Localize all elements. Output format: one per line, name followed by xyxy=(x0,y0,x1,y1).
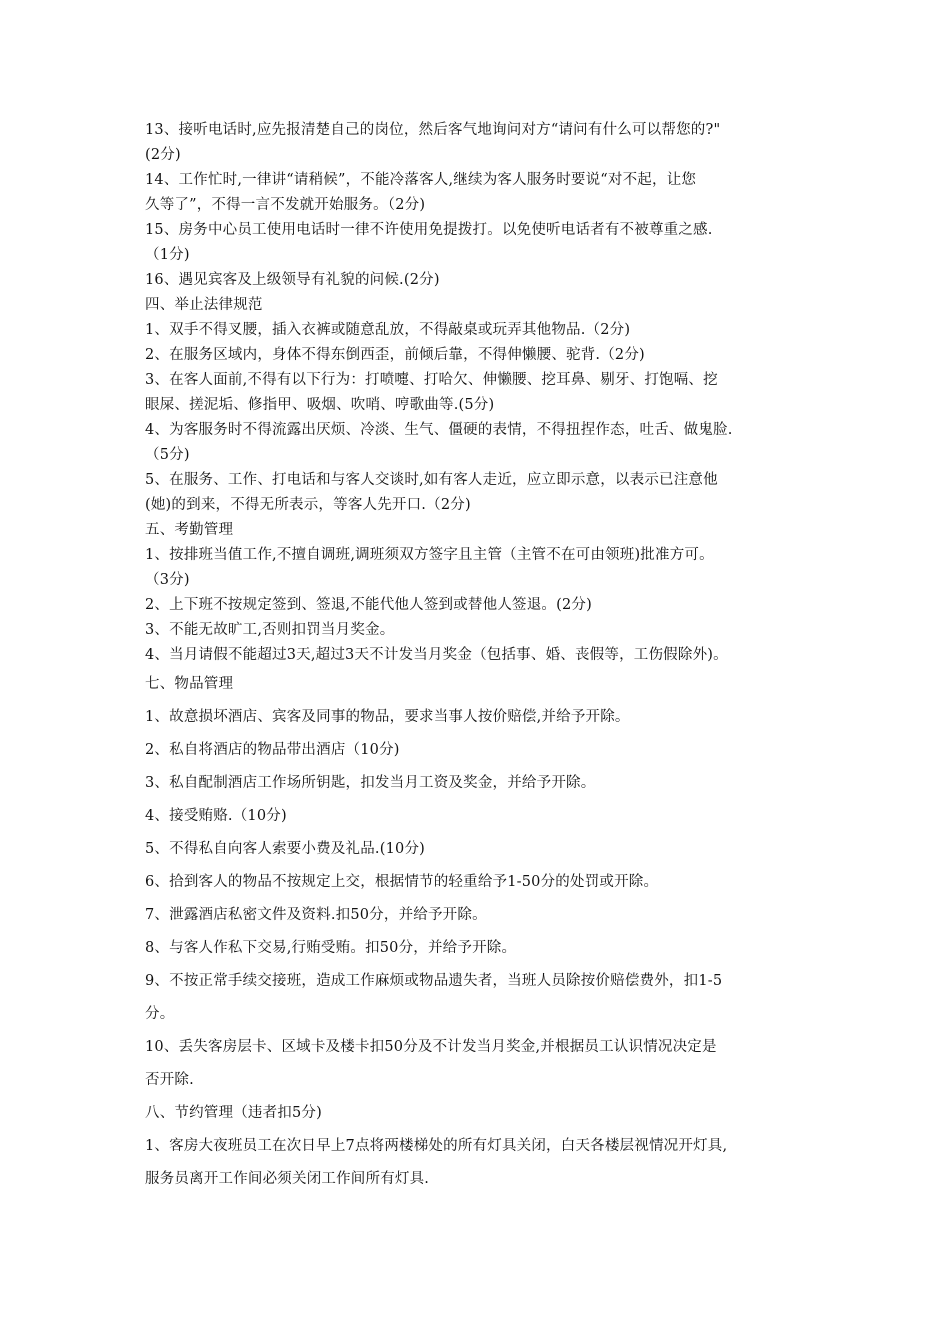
text-line: 分。 xyxy=(145,1006,175,1022)
text-line: 4、接受贿赂.（10分) xyxy=(145,808,287,824)
text-line: 2、在服务区域内，身体不得东倒西歪，前倾后靠，不得伸懒腰、驼背.（2分) xyxy=(145,347,645,363)
text-line: 13、接听电话时,应先报清楚自己的岗位，然后客气地询问对方“请问有什么可以帮您的?" xyxy=(145,122,721,138)
text-line: 3、在客人面前,不得有以下行为：打喷嚏、打哈欠、伸懒腰、挖耳鼻、剔牙、打饱嗝、挖 xyxy=(145,372,718,388)
text-line: (她)的到来，不得无所表示，等客人先开口.（2分) xyxy=(145,497,471,513)
text-line: 3、不能无故旷工,否则扣罚当月奖金。 xyxy=(145,622,395,638)
text-line: 14、工作忙时,一律讲“请稍候”，不能冷落客人,继续为客人服务时要说“对不起，让您 xyxy=(145,172,697,188)
section-heading: 五、考勤管理 xyxy=(145,522,234,538)
section-heading: 八、节约管理（违者扣5分) xyxy=(145,1105,322,1121)
text-line: （3分) xyxy=(145,572,190,588)
text-line: （1分) xyxy=(145,247,190,263)
section-heading: 四、举止法律规范 xyxy=(145,297,263,313)
text-line: 3、私自配制酒店工作场所钥匙，扣发当月工资及奖金，并给予开除。 xyxy=(145,775,596,791)
text-line: （5分) xyxy=(145,447,190,463)
section-heading: 七、物品管理 xyxy=(145,676,234,692)
text-line: 1、故意损坏酒店、宾客及同事的物品，要求当事人按价赔偿,并给予开除。 xyxy=(145,709,630,725)
text-line: 久等了”，不得一言不发就开始服务。（2分) xyxy=(145,197,426,213)
text-line: 8、与客人作私下交易,行贿受贿。扣50分，并给予开除。 xyxy=(145,940,517,956)
text-line: 10、丢失客房层卡、区域卡及楼卡扣50分及不计发当月奖金,并根据员工认识情况决定是 xyxy=(145,1039,717,1055)
text-line: 1、双手不得叉腰，插入衣裤或随意乱放，不得敲桌或玩弄其他物品.（2分) xyxy=(145,322,631,338)
text-line: 5、在服务、工作、打电话和与客人交谈时,如有客人走近，应立即示意，以表示已注意他 xyxy=(145,472,718,488)
text-line: 16、遇见宾客及上级领导有礼貌的问候.(2分) xyxy=(145,272,440,288)
document-body xyxy=(145,118,817,1196)
text-line: 4、当月请假不能超过3天,超过3天不计发当月奖金（包括事、婚、丧假等，工伤假除外)。 xyxy=(145,647,728,663)
text-line: 5、不得私自向客人索要小费及礼品.(10分) xyxy=(145,841,425,857)
text-line: 眼屎、搓泥垢、修指甲、吸烟、吹哨、哼歌曲等.(5分) xyxy=(145,397,495,413)
text-line: 1、客房大夜班员工在次日早上7点将两楼梯处的所有灯具关闭，白天各楼层视情况开灯具, xyxy=(145,1138,728,1154)
text-line: 2、私自将酒店的物品带出酒店（10分) xyxy=(145,742,400,758)
text-line: 4、为客服务时不得流露出厌烦、冷淡、生气、僵硬的表情，不得扭捏作态，吐舌、做鬼脸. xyxy=(145,422,733,438)
text-line: 1、按排班当值工作,不擅自调班,调班须双方签字且主管（主管不在可由领班)批准方可。 xyxy=(145,547,714,563)
text-line: 服务员离开工作间必须关闭工作间所有灯具. xyxy=(145,1171,430,1187)
text-line: 9、不按正常手续交接班，造成工作麻烦或物品遗失者，当班人员除按价赔偿费外，扣1-5 xyxy=(145,973,723,989)
text-line: 7、泄露酒店私密文件及资料.扣50分，并给予开除。 xyxy=(145,907,487,923)
text-line: (2分) xyxy=(145,147,181,163)
text-line: 否开除. xyxy=(145,1072,194,1088)
text-line: 15、房务中心员工使用电话时一律不许使用免提拨打。以免使听电话者有不被尊重之感. xyxy=(145,222,713,238)
text-line: 6、拾到客人的物品不按规定上交，根据情节的轻重给予1-50分的处罚或开除。 xyxy=(145,874,659,890)
text-line: 2、上下班不按规定签到、签退,不能代他人签到或替他人签退。(2分) xyxy=(145,597,592,613)
